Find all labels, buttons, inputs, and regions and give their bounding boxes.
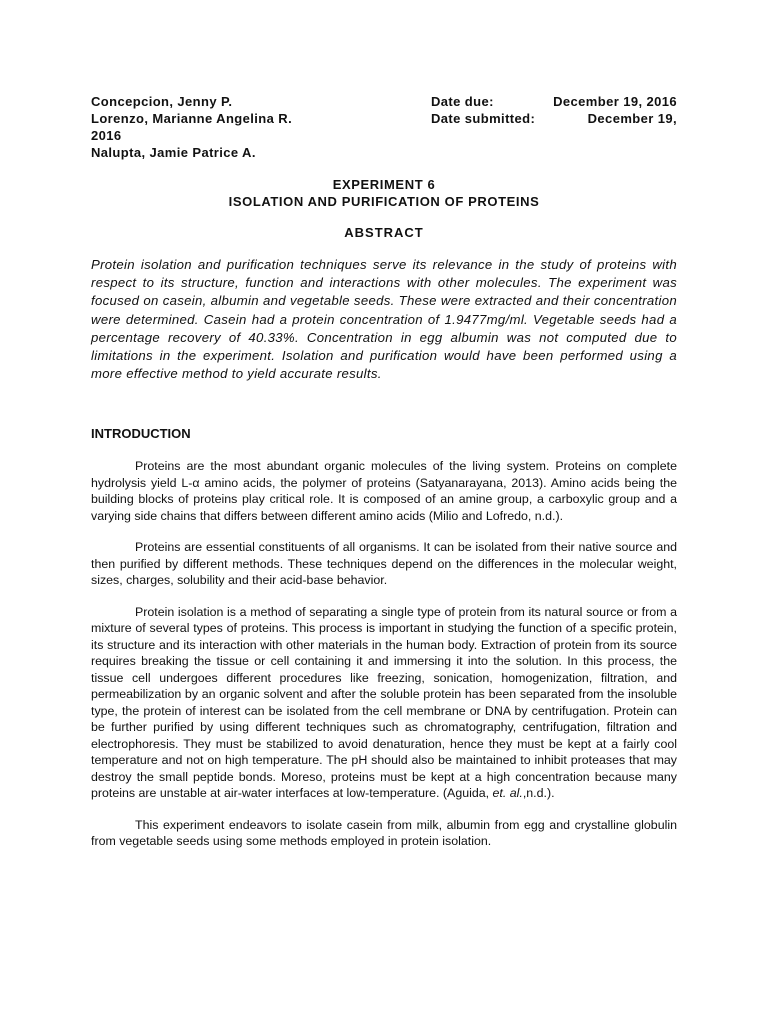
author-3: Nalupta, Jamie Patrice A.	[91, 145, 256, 160]
introduction-heading: INTRODUCTION	[91, 426, 191, 441]
author-1: Concepcion, Jenny P.	[91, 94, 233, 109]
header-row-1	[91, 93, 677, 110]
date-submitted-label: Date submitted:	[431, 111, 536, 126]
author-2: Lorenzo, Marianne Angelina R.	[91, 111, 293, 126]
intro-paragraph-3	[91, 604, 677, 802]
intro-paragraph-3-end: ,n.d.).	[522, 786, 555, 800]
experiment-name: ISOLATION AND PURIFICATION OF PROTEINS	[228, 194, 540, 209]
date-due-label: Date due:	[431, 94, 494, 109]
date-submitted-value: December 19,	[587, 111, 677, 126]
intro-paragraph-3-text: Protein isolation is a method of separating a single type of protein from its natural source or from a mixture of several types of proteins. This process is important in studying the function of a specific protein, its structure and its interaction with other materials in the human body. Extraction of protein from its source requires breaking the tissue or cell containing it and immersing it into the solution. In this process, the tissue cell undergoes different procedures like freezing, sonication, homogenization, filtration, and permeabilization by an organic solvent and after the soluble protein has been separated from the insoluble type, the protein of interest can be isolated from the cell membrane or DNA by centrifugation. Protein can be further purified by using different techniques such as chromatography, centrifugation, filtration and electrophoresis. They must be stabilized to avoid denaturation, hence they must be kept at a fairly cool temperature and not on high temperature. The pH should also be maintained to inhibit proteases that may destroy the small peptide bonds. Moreso, proteins must be kept at a high concentration because many proteins are unstable at air-water interfaces at low-temperature. (Aguida,	[91, 604, 677, 800]
date-due	[431, 93, 677, 110]
date-due-value: December 19, 2016	[553, 94, 677, 109]
abstract-text: Protein isolation and purification techniques serve its relevance in the study of proteins with respect to its structure, function and interactions with other molecules. The experiment was focused on casein, albumin and vegetable seeds. These were extracted and their concentration were determined. Casein had a protein concentration of 1.9477mg/ml. Vegetable seeds had a percentage recovery of 40.33%. Concentration in egg albumin was not computed due to limitations in the experiment. Isolation and purification would have been performed using a more effective method to yield accurate results.	[91, 257, 677, 382]
introduction-body	[91, 458, 677, 866]
abstract-heading: ABSTRACT	[344, 225, 424, 240]
experiment-title	[91, 176, 677, 210]
intro-paragraph-2: Proteins are essential constituents of all organisms. It can be isolated from their native source and then purified by different methods. These techniques depend on the differences in the molecular weight, sizes, charges, solubility and their acid-base behavior.	[91, 540, 677, 587]
citation-et-al: et. al.	[492, 786, 523, 800]
experiment-number: EXPERIMENT 6	[332, 177, 436, 192]
header-row-2	[91, 110, 677, 127]
intro-paragraph-1: Proteins are the most abundant organic molecules of the living system. Proteins on complete hydrolysis yield L-α amino acids, the polymer of proteins (Satyanarayana, 2013). Amino acids being the building blocks of proteins play critical role. It is composed of an amine group, a carboxylic group and a varying side chains that differs between different amino acids (Milio and Lofredo, n.d.).	[91, 459, 677, 523]
header-row-3: 2016	[91, 128, 122, 143]
date-submitted	[431, 110, 677, 127]
intro-paragraph-4: This experiment endeavors to isolate casein from milk, albumin from egg and crystalline globulin from vegetable seeds using some methods employed in protein isolation.	[91, 817, 677, 848]
document-header	[91, 93, 677, 161]
